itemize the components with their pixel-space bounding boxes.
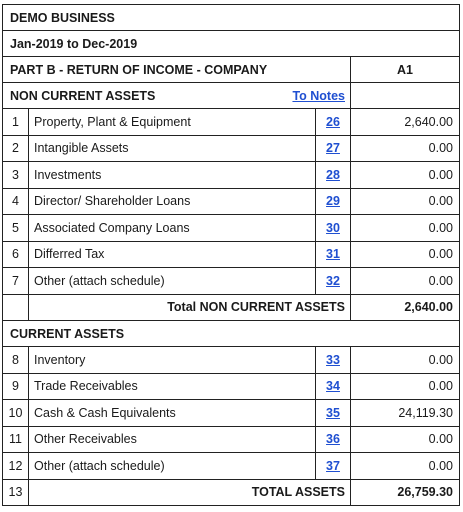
- note-link[interactable]: 32: [326, 273, 340, 288]
- part-title-row: [3, 57, 459, 83]
- total-non-current-label: Total NON CURRENT ASSETS: [29, 295, 351, 321]
- table-row: [3, 242, 459, 269]
- table-row: [3, 374, 459, 401]
- row-number: 9: [3, 374, 29, 400]
- balance-sheet-table: [2, 4, 460, 506]
- note-link[interactable]: 34: [326, 379, 340, 394]
- note-link[interactable]: 33: [326, 352, 340, 367]
- row-amount: 0.00: [428, 273, 453, 288]
- reporting-period: Jan-2019 to Dec-2019: [10, 36, 138, 51]
- row-number: 4: [3, 189, 29, 215]
- note-link[interactable]: 35: [326, 405, 340, 420]
- row-label: Other (attach schedule): [29, 268, 316, 294]
- business-name: DEMO BUSINESS: [10, 10, 115, 25]
- row-number: 1: [3, 109, 29, 135]
- non-current-section-title: NON CURRENT ASSETS: [10, 88, 156, 103]
- non-current-section-header: [3, 83, 459, 109]
- row-number: 8: [3, 347, 29, 373]
- current-section-title: CURRENT ASSETS: [10, 326, 125, 341]
- period-row: [3, 31, 459, 57]
- business-name-row: [3, 5, 459, 31]
- row-amount: 0.00: [428, 379, 453, 394]
- row-label: Differred Tax: [29, 242, 316, 268]
- table-row: [3, 453, 459, 480]
- row-number: 2: [3, 136, 29, 162]
- table-row: [3, 162, 459, 189]
- table-row: [3, 109, 459, 136]
- row-label: Director/ Shareholder Loans: [29, 189, 316, 215]
- row-number: 6: [3, 242, 29, 268]
- row-number: 5: [3, 215, 29, 241]
- total-assets-row: [3, 480, 459, 507]
- row-label: Other (attach schedule): [29, 453, 316, 479]
- part-code: A1: [397, 62, 413, 77]
- row-label: Other Receivables: [29, 427, 316, 453]
- table-row: [3, 215, 459, 242]
- table-row: [3, 347, 459, 374]
- row-amount: 24,119.30: [398, 405, 453, 420]
- row-label: Cash & Cash Equivalents: [29, 400, 316, 426]
- table-row: [3, 427, 459, 454]
- current-section-header: [3, 321, 459, 347]
- total-assets-label: TOTAL ASSETS: [29, 480, 351, 506]
- total-non-current-amount: 2,640.00: [404, 300, 453, 315]
- row-number: 13: [3, 480, 29, 506]
- row-number: 7: [3, 268, 29, 294]
- total-assets-amount: 26,759.30: [397, 485, 453, 500]
- note-link[interactable]: 31: [326, 247, 340, 262]
- non-current-section: [3, 83, 351, 108]
- table-row: [3, 189, 459, 216]
- row-label: Inventory: [29, 347, 316, 373]
- to-notes-link[interactable]: To Notes: [292, 88, 345, 103]
- row-amount: 2,640.00: [404, 114, 453, 129]
- row-label: Trade Receivables: [29, 374, 316, 400]
- note-link[interactable]: 30: [326, 220, 340, 235]
- row-label: Intangible Assets: [29, 136, 316, 162]
- row-amount: 0.00: [428, 141, 453, 156]
- table-row: [3, 136, 459, 163]
- table-row: [3, 268, 459, 295]
- row-amount: 0.00: [428, 247, 453, 262]
- row-label: Property, Plant & Equipment: [29, 109, 316, 135]
- table-row: [3, 400, 459, 427]
- note-link[interactable]: 36: [326, 432, 340, 447]
- row-label: Associated Company Loans: [29, 215, 316, 241]
- row-amount: 0.00: [428, 194, 453, 209]
- total-non-current-row: [3, 295, 459, 322]
- row-amount: 0.00: [428, 432, 453, 447]
- row-amount: 0.00: [428, 458, 453, 473]
- total-num-empty: [3, 295, 29, 321]
- note-link[interactable]: 26: [326, 114, 340, 129]
- note-link[interactable]: 37: [326, 458, 340, 473]
- row-amount: 0.00: [428, 220, 453, 235]
- note-link[interactable]: 29: [326, 194, 340, 209]
- row-number: 3: [3, 162, 29, 188]
- row-number: 11: [3, 427, 29, 453]
- note-link[interactable]: 28: [326, 167, 340, 182]
- part-title: PART B - RETURN OF INCOME - COMPANY: [3, 57, 351, 82]
- row-amount: 0.00: [428, 352, 453, 367]
- section-amount-empty: [351, 83, 459, 108]
- note-link[interactable]: 27: [326, 141, 340, 156]
- row-label: Investments: [29, 162, 316, 188]
- row-amount: 0.00: [428, 167, 453, 182]
- row-number: 10: [3, 400, 29, 426]
- row-number: 12: [3, 453, 29, 479]
